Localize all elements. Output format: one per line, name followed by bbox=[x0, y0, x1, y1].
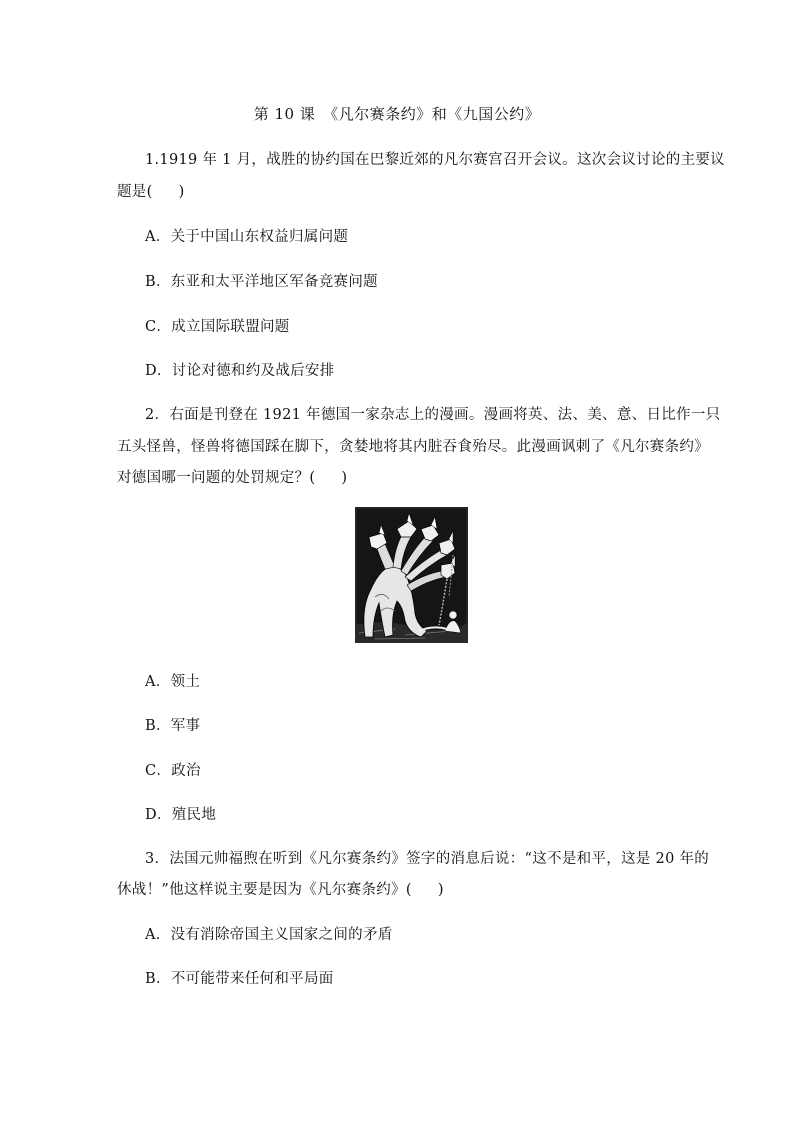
q3-option-b: B．不可能带来任何和平局面 bbox=[145, 971, 334, 987]
q2-option-c: C．政治 bbox=[145, 763, 201, 779]
q1-option-b: B．东亚和太平洋地区军备竞赛问题 bbox=[145, 274, 378, 290]
q1-stem-line-1: 1.1919 年 1 月，战胜的协约国在巴黎近郊的凡尔赛宫召开会议。这次会议讨论的主要议 bbox=[145, 152, 725, 168]
q3-stem-line-2 bbox=[117, 878, 444, 899]
q3-stem-prefix: 休战！”他这样说主要是因为《凡尔赛条约》( bbox=[117, 882, 412, 898]
q2-stem-line-1: 2．右面是刊登在 1921 年德国一家杂志上的漫画。漫画将英、法、美、意、日比作一只 bbox=[145, 407, 721, 423]
lesson-title: 第 10 课 《凡尔赛条约》和《九国公约》 bbox=[253, 105, 541, 123]
q1-option-d: D．讨论对德和约及战后安排 bbox=[145, 363, 335, 379]
q2-stem-line-3 bbox=[117, 466, 347, 487]
q1-option-a: A．关于中国山东权益归属问题 bbox=[145, 229, 349, 245]
q2-option-a: A．领土 bbox=[145, 674, 201, 690]
q3-stem-suffix: ) bbox=[437, 882, 444, 898]
q1-stem-prefix: 题是( bbox=[117, 184, 153, 200]
five-headed-monster-cartoon bbox=[355, 507, 468, 643]
q1-stem-suffix: ) bbox=[178, 184, 185, 200]
q3-option-a: A．没有消除帝国主义国家之间的矛盾 bbox=[145, 927, 393, 943]
q2-stem-line-2: 五头怪兽，怪兽将德国踩在脚下，贪婪地将其内脏吞食殆尽。此漫画讽刺了《凡尔赛条约》 bbox=[117, 439, 709, 455]
q2-stem-suffix: ) bbox=[341, 470, 348, 486]
q1-option-c: C．成立国际联盟问题 bbox=[145, 319, 290, 335]
q2-option-b: B．军事 bbox=[145, 718, 201, 734]
q1-stem-line-2 bbox=[117, 180, 185, 201]
q3-stem-line-1: 3．法国元帅福煦在听到《凡尔赛条约》签字的消息后说：“这不是和平，这是 20 年的 bbox=[145, 851, 710, 867]
q2-stem-prefix: 对德国哪一问题的处罚规定？( bbox=[117, 470, 316, 486]
q2-option-d: D．殖民地 bbox=[145, 807, 217, 823]
